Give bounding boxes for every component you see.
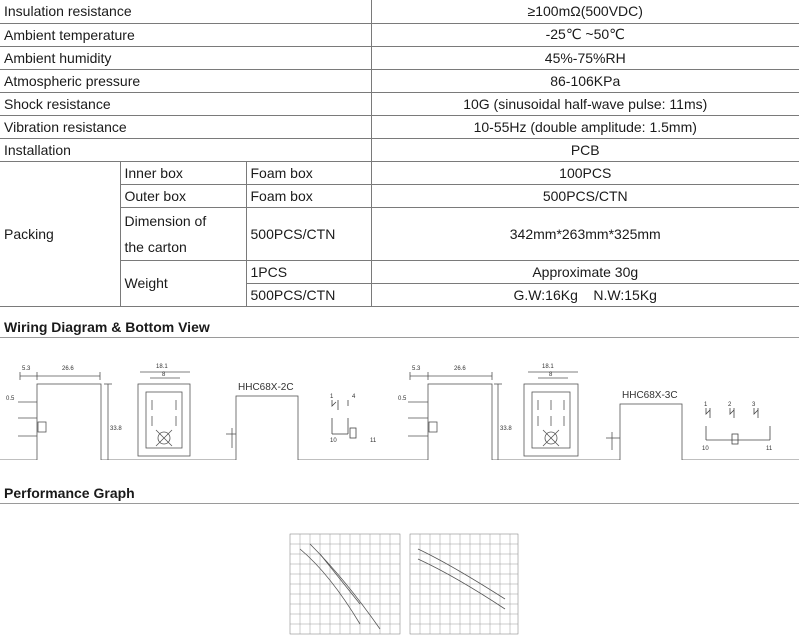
left-bottom-dim-a: 18.1 [156,364,168,370]
wiring-section [0,316,799,460]
left-dim-height: 33.8 [110,426,122,432]
right-side-view [408,372,502,460]
right-model-label: HHC68X-3C [622,390,678,401]
left-bottom-view [138,372,190,456]
right-pin-label-11: 11 [766,446,773,452]
spec-value: 10-55Hz (double amplitude: 1.5mm) [371,115,799,138]
performance-graphs [0,504,799,640]
packing-row-weight-1 [0,260,799,283]
right-pin-label-10: 10 [702,446,709,452]
inner-box-value: 100PCS [371,161,799,184]
specification-table [0,0,799,307]
weight-row1-type: 1PCS [246,260,371,283]
spec-value: 86-106KPa [371,69,799,92]
spec-row [0,69,799,92]
wiring-drawing-area [0,338,799,460]
dimension-label-line2: the carton [124,238,187,255]
dimension-value: 342mm*263mm*325mm [371,207,799,260]
left-pin-label-11: 11 [370,438,377,444]
right-schematic [706,408,770,444]
outer-box-value: 500PCS/CTN [371,184,799,207]
right-bottom-view [524,372,578,456]
left-pin-label-1: 1 [330,394,334,400]
left-model-label: HHC68X-2C [238,382,294,393]
weight-row2-value [371,283,799,306]
packing-row-inner [0,161,799,184]
weight-row2-type: 500PCS/CTN [246,283,371,306]
outer-box-label: Outer box [120,184,246,207]
left-dim-top-a: 5.3 [22,366,31,372]
spec-label: Ambient temperature [0,23,371,46]
spec-row [0,92,799,115]
right-dim-side: 0.5 [398,396,407,402]
right-dim-height: 33.8 [500,426,512,432]
left-bottom-dim-b: 8 [162,372,166,378]
gross-weight: G.W:16Kg [513,286,578,303]
right-pin-label-3: 3 [752,402,756,408]
right-bottom-dim-b: 8 [549,372,553,378]
right-pin-label-1: 1 [704,402,708,408]
spec-label: Insulation resistance [0,0,371,23]
spec-label: Shock resistance [0,92,371,115]
spec-label: Atmospheric pressure [0,69,371,92]
packing-label: Packing [0,161,120,306]
spec-row [0,23,799,46]
spec-value: 45%-75%RH [371,46,799,69]
spec-value: 10G (sinusoidal half-wave pulse: 11ms) [371,92,799,115]
spec-value: -25℃ ~50℃ [371,23,799,46]
net-weight: N.W:15Kg [593,286,657,303]
right-bottom-dim-a: 18.1 [542,364,554,370]
packing-row-outer [0,184,799,207]
left-pin-view [226,396,298,460]
performance-drawing-area [0,504,799,640]
wiring-title: Wiring Diagram & Bottom View [0,316,799,338]
spec-row [0,46,799,69]
left-schematic [332,400,356,438]
dimension-label [120,207,246,260]
weight-label: Weight [120,260,246,306]
left-pin-label-10: 10 [330,438,337,444]
performance-graph-right [410,534,518,634]
wiring-drawings [0,338,799,460]
left-dim-side: 0.5 [6,396,15,402]
spec-label: Ambient humidity [0,46,371,69]
weight-row1-value: Approximate 30g [371,260,799,283]
spec-value: PCB [371,138,799,161]
right-pin-label-2: 2 [728,402,732,408]
right-dim-top-a: 5.3 [412,366,421,372]
packing-row-dimension [0,207,799,260]
spec-label: Vibration resistance [0,115,371,138]
right-pin-view [606,404,682,460]
spec-label: Installation [0,138,371,161]
spec-row [0,115,799,138]
dimension-label-line1: Dimension of [124,212,207,229]
performance-title: Performance Graph [0,482,799,504]
left-side-view [18,372,112,460]
outer-box-type: Foam box [246,184,371,207]
performance-graph-left [290,534,400,634]
left-dim-top-b: 26.6 [62,366,74,372]
spec-row [0,0,799,23]
inner-box-label: Inner box [120,161,246,184]
performance-section [0,482,799,640]
left-pin-label-4: 4 [352,394,356,400]
inner-box-type: Foam box [246,161,371,184]
spec-value: ≥100mΩ(500VDC) [371,0,799,23]
spec-row [0,138,799,161]
right-dim-top-b: 26.6 [454,366,466,372]
dimension-type: 500PCS/CTN [246,207,371,260]
